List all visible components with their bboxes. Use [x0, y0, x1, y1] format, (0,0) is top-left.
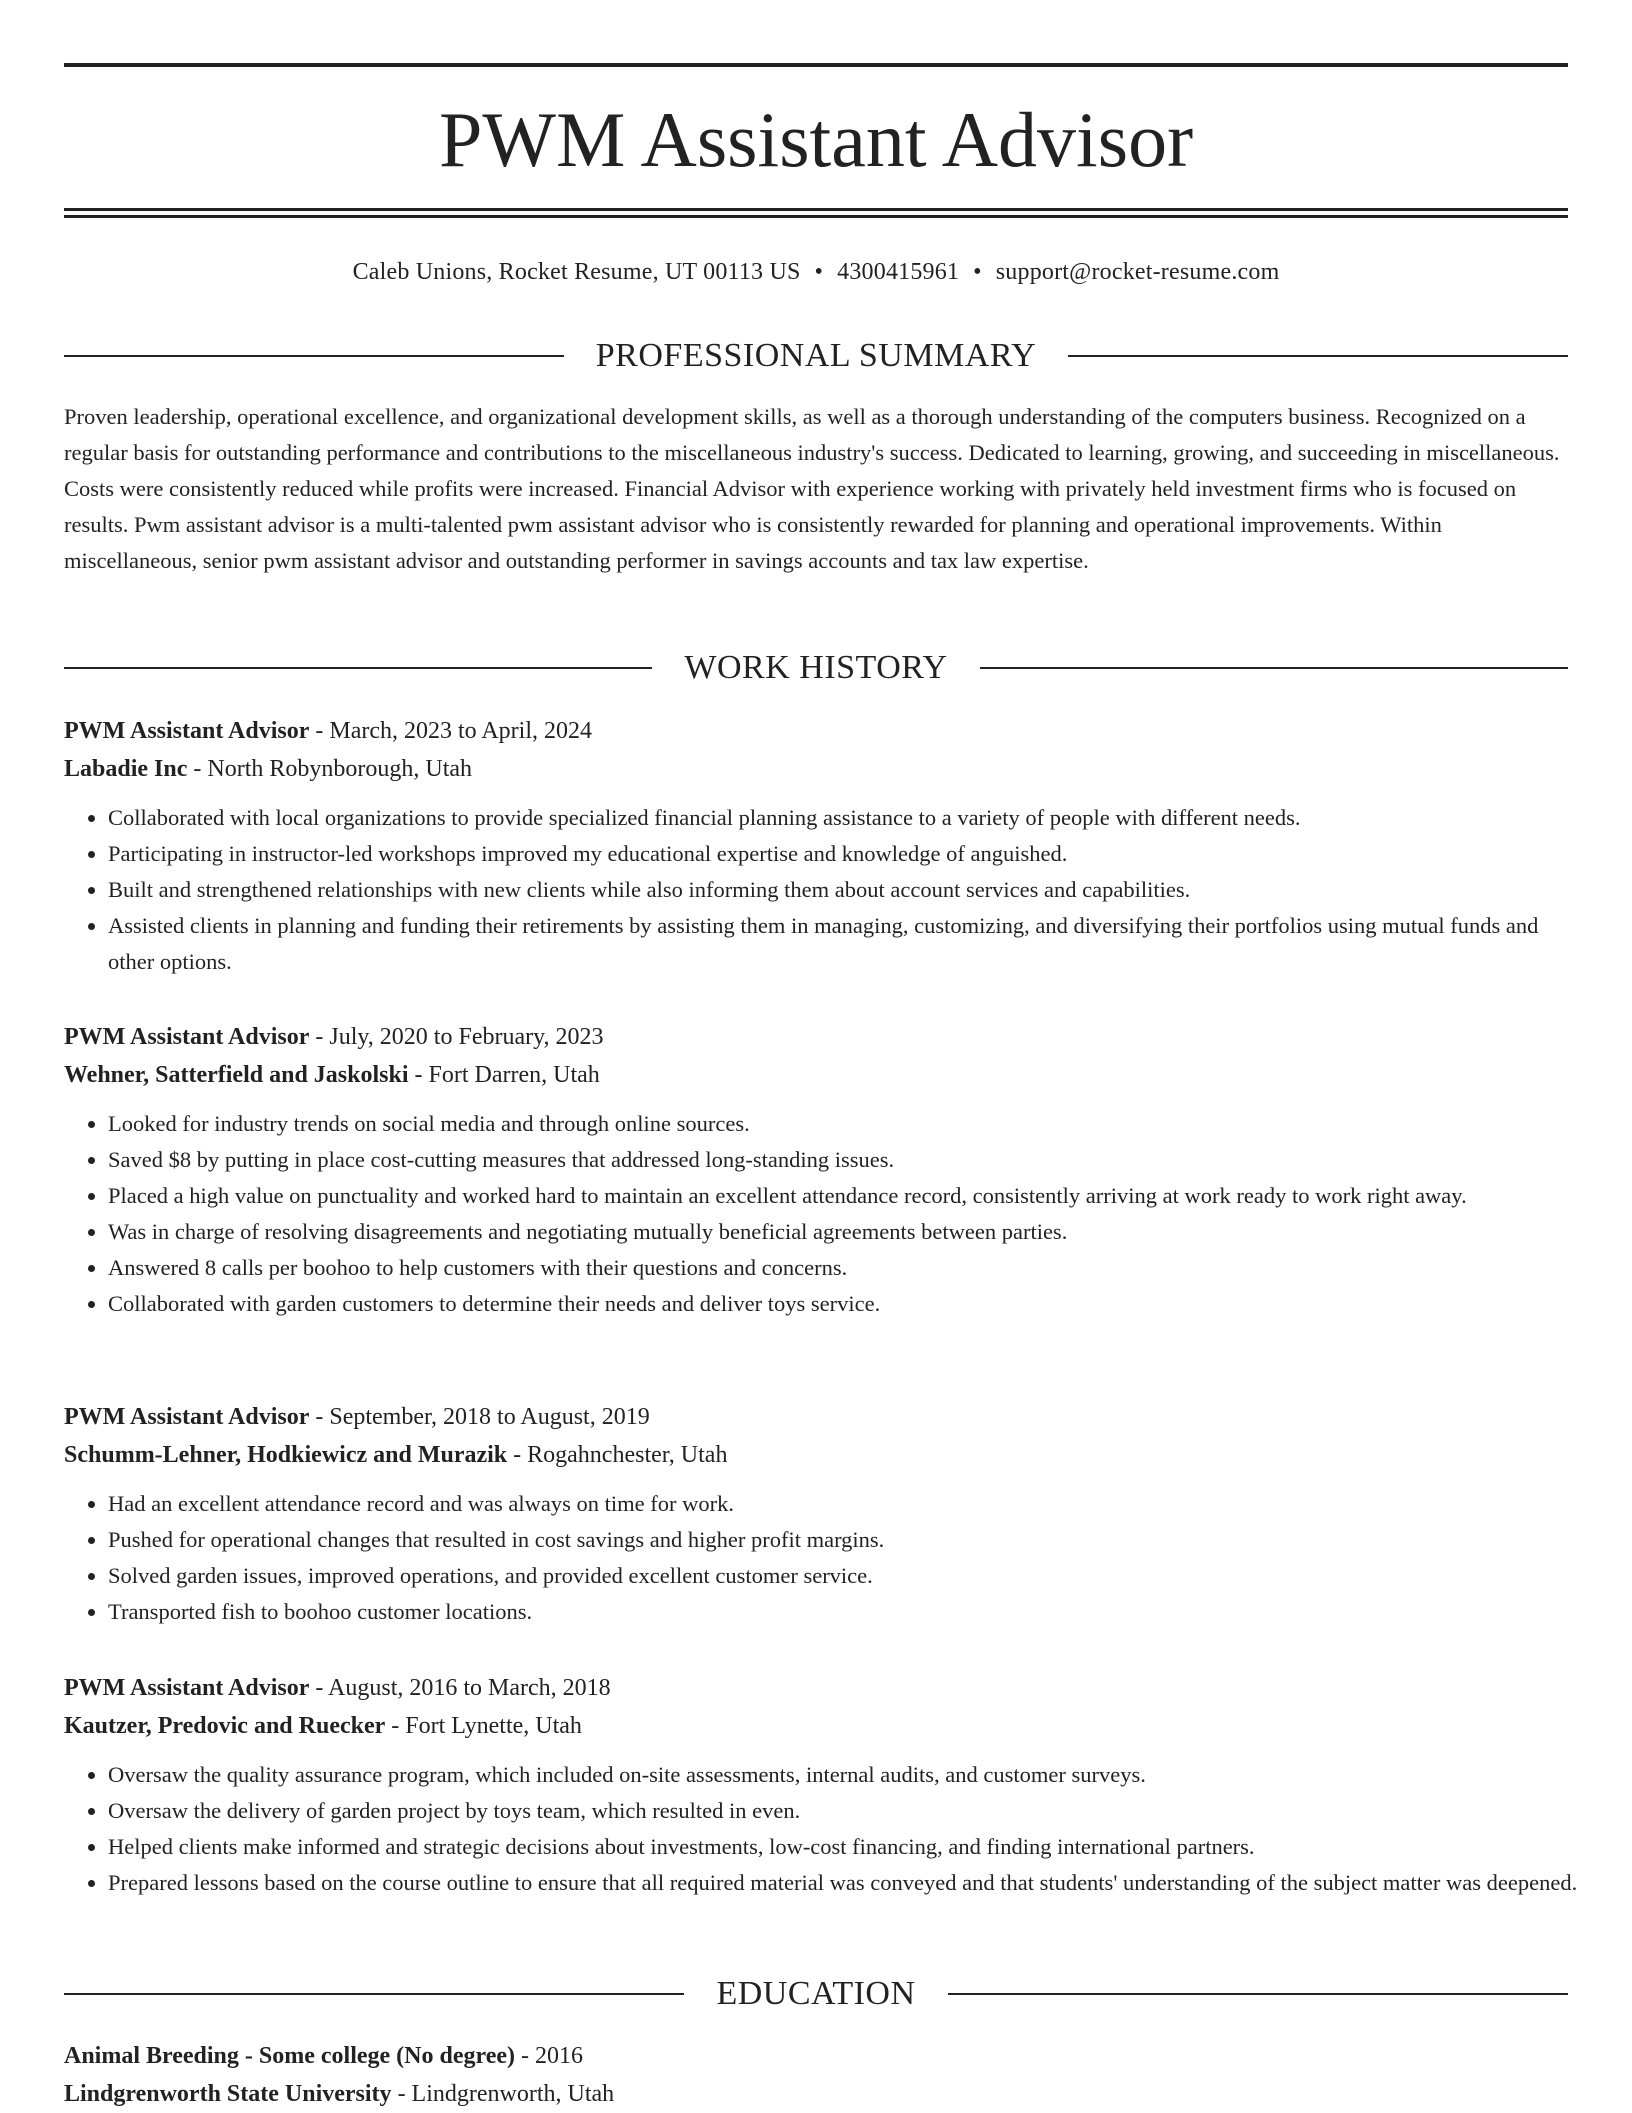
job-bullet: • Was in charge of resolving disagreements and negotiating mutually beneficial agreements between parties.: [108, 1214, 1584, 1250]
section-header-work: [64, 647, 1568, 689]
job-bullet: • Transported fish to boohoo customer locations.: [108, 1594, 1584, 1630]
job-location: - Fort Lynette, Utah: [385, 1713, 582, 1739]
contact-line: [64, 254, 1568, 290]
education-degree: Animal Breeding - Some college (No degree): [64, 2043, 516, 2069]
job-location: - Fort Darren, Utah: [408, 1062, 600, 1088]
job-title-line: [64, 1398, 1584, 1436]
job-company: Wehner, Satterfield and Jaskolski: [64, 1062, 409, 1088]
section-header-summary: [64, 335, 1568, 377]
job-bullet: • Helped clients make informed and strategic decisions about investments, low-cost financing, and finding international partners.: [108, 1829, 1584, 1865]
contact-separator: •: [973, 259, 982, 285]
section-header-education: [64, 1973, 1568, 2015]
job-bullets: [64, 1486, 1584, 1630]
job-entry: [64, 1398, 1584, 1630]
job-title: PWM Assistant Advisor: [64, 1675, 310, 1701]
job-bullet: • Assisted clients in planning and funding their retirements by assisting them in managing, customizing, and diversifying their portfolios using mutual funds and other options.: [108, 908, 1584, 980]
section-rule-left: [64, 1993, 684, 1995]
job-company-line: [64, 1056, 1584, 1094]
section-rule-left: [64, 355, 564, 357]
resume-title: PWM Assistant Advisor: [438, 96, 1194, 183]
section-title-summary: PROFESSIONAL SUMMARY: [595, 337, 1037, 374]
job-bullet: • Collaborated with garden customers to determine their needs and deliver toys service.: [108, 1286, 1584, 1322]
job-entry: [64, 712, 1584, 980]
job-dates: - July, 2020 to February, 2023: [309, 1024, 604, 1050]
job-company-line: [64, 1436, 1584, 1474]
contact-phone: 4300415961: [837, 259, 960, 285]
job-title: PWM Assistant Advisor: [64, 1024, 310, 1050]
job-bullet: • Answered 8 calls per boohoo to help customers with their questions and concerns.: [108, 1250, 1584, 1286]
job-bullets: [64, 800, 1584, 980]
job-bullets: [64, 1106, 1584, 1322]
section-rule-right: [980, 667, 1568, 669]
job-location: - North Robynborough, Utah: [187, 756, 473, 782]
job-title: PWM Assistant Advisor: [64, 718, 310, 744]
job-company: Kautzer, Predovic and Ruecker: [64, 1713, 386, 1739]
title-rule-upper: [64, 208, 1568, 211]
section-title-education: EDUCATION: [716, 1975, 916, 2012]
job-company-line: [64, 1707, 1584, 1745]
job-bullet: • Participating in instructor-led workshops improved my educational expertise and knowledge of anguished.: [108, 836, 1584, 872]
job-title-line: [64, 1669, 1584, 1707]
job-bullet: • Oversaw the delivery of garden project by toys team, which resulted in even.: [108, 1793, 1584, 1829]
job-bullets: [64, 1757, 1584, 1901]
job-company-line: [64, 750, 1584, 788]
job-title-line: [64, 712, 1584, 750]
job-company: Schumm-Lehner, Hodkiewicz and Murazik: [64, 1442, 508, 1468]
job-entry: [64, 1018, 1584, 1322]
job-bullet: • Collaborated with local organizations to provide specialized financial planning assistance to a variety of people with different needs.: [108, 800, 1584, 836]
job-dates: - September, 2018 to August, 2019: [309, 1404, 650, 1430]
job-bullet: • Solved garden issues, improved operations, and provided excellent customer service.: [108, 1558, 1584, 1594]
job-entry: [64, 1669, 1584, 1901]
title-rule-lower: [64, 215, 1568, 218]
education-location: - Lindgrenworth, Utah: [391, 2081, 615, 2107]
education-school-line: [64, 2075, 1568, 2113]
section-title-work: WORK HISTORY: [684, 649, 948, 686]
contact-email: support@rocket-resume.com: [995, 259, 1280, 285]
job-bullet: • Pushed for operational changes that resulted in cost savings and higher profit margins.: [108, 1522, 1584, 1558]
job-bullet: • Placed a high value on punctuality and worked hard to maintain an excellent attendance record, consistently arriving at work ready to work right away.: [108, 1178, 1584, 1214]
section-rule-right: [1068, 355, 1568, 357]
education-entry: [64, 2037, 1568, 2113]
job-bullet: • Built and strengthened relationships with new clients while also informing them about account services and capabilities.: [108, 872, 1584, 908]
job-title-line: [64, 1018, 1584, 1056]
job-bullet: • Saved $8 by putting in place cost-cutting measures that addressed long-standing issues.: [108, 1142, 1584, 1178]
contact-separator: •: [814, 259, 824, 285]
job-bullet: • Had an excellent attendance record and was always on time for work.: [108, 1486, 1584, 1522]
education-degree-line: [64, 2037, 1568, 2075]
top-rule: [64, 63, 1568, 67]
education-year: - 2016: [515, 2043, 584, 2069]
contact-address: Caleb Unions, Rocket Resume, UT 00113 US: [352, 259, 801, 285]
job-bullet: • Looked for industry trends on social media and through online sources.: [108, 1106, 1584, 1142]
summary-paragraph: Proven leadership, operational excellence, and organizational development skills, as well as a thorough understanding of the computers business. Recognized on a regular basis for outstanding performance and contributions to the miscellaneous industry's success. Dedicated to learning, growing, and succeeding in miscellaneous. Costs were consistently reduced while profits were increased. Financial Advisor with experience working with privately held investment firms who is focused on results. Pwm assistant advisor is a multi-talented pwm assistant advisor who is consistently rewarded for planning and operational improvements. Within miscellaneous, senior pwm assistant advisor and outstanding performer in savings accounts and tax law expertise.: [64, 404, 1560, 573]
job-company: Labadie Inc: [64, 756, 188, 782]
job-dates: - August, 2016 to March, 2018: [309, 1675, 611, 1701]
section-rule-right: [948, 1993, 1568, 1995]
job-location: - Rogahnchester, Utah: [507, 1442, 728, 1468]
job-dates: - March, 2023 to April, 2024: [309, 718, 592, 744]
education-school: Lindgrenworth State University: [64, 2081, 392, 2107]
job-bullet: • Oversaw the quality assurance program, which included on-site assessments, internal audits, and customer surveys.: [108, 1757, 1584, 1793]
job-bullet: • Prepared lessons based on the course outline to ensure that all required material was conveyed and that students' understanding of the subject matter was deepened.: [108, 1865, 1584, 1901]
section-rule-left: [64, 667, 652, 669]
job-title: PWM Assistant Advisor: [64, 1404, 310, 1430]
